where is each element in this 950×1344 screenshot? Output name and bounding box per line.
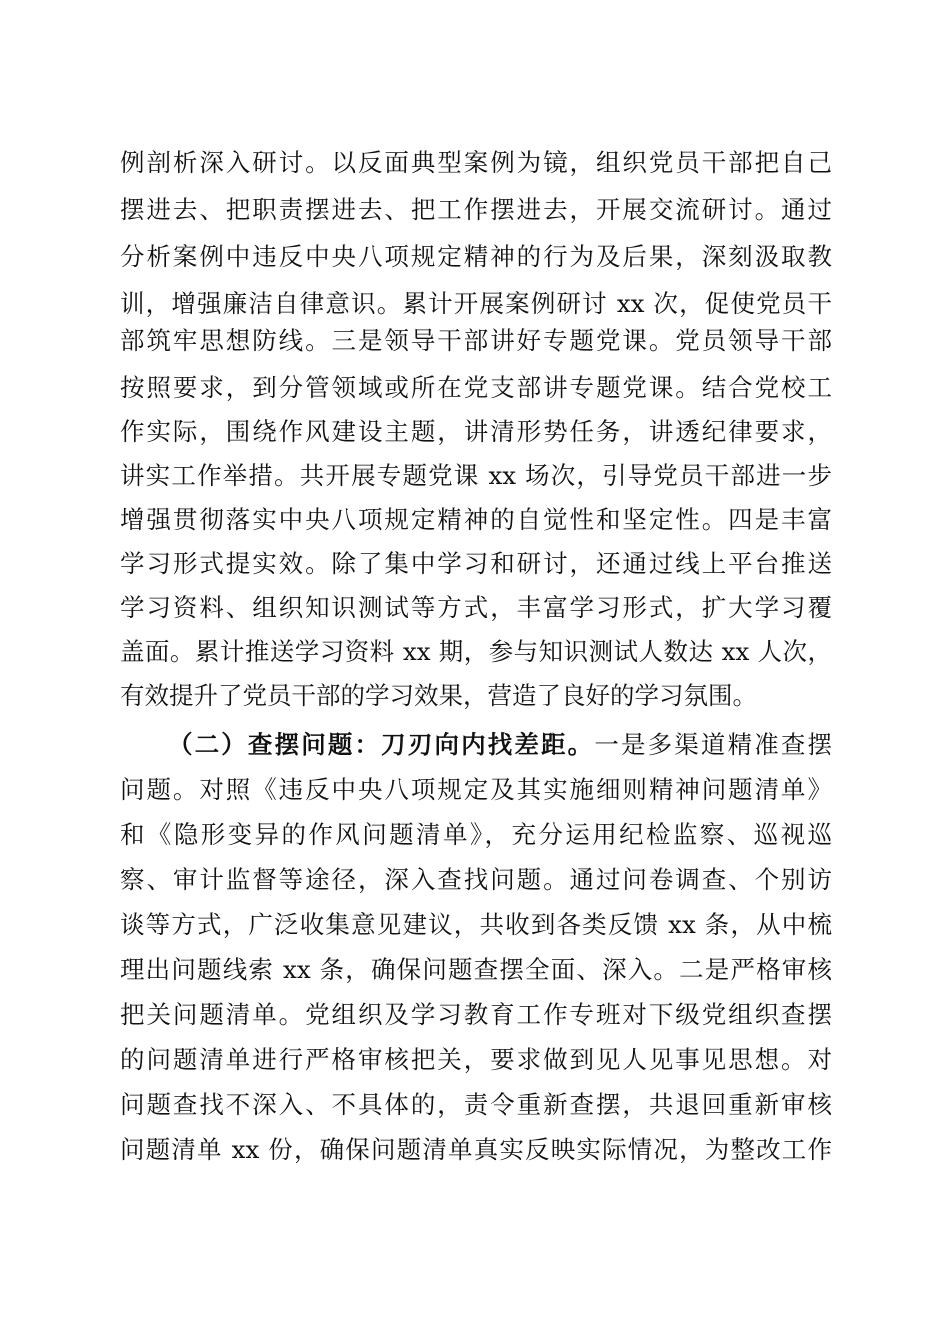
text-line: 训，增强廉洁自律意识。累计开展案例研讨 xx 次，促使党员干 — [120, 289, 832, 318]
text-line: 问题清单 xx 份，确保问题清单真实反映实际情况，为整改工作 — [120, 1135, 832, 1164]
text-line: 谈等方式，广泛收集意见建议，共收到各类反馈 xx 条，从中梳 — [120, 910, 832, 939]
text-line: 例剖析深入研讨。以反面典型案例为镜，组织党员干部把自己 — [120, 148, 832, 177]
section-heading: （二）查摆问题：刀刃向内找差距。 — [168, 730, 595, 759]
text-line: 按照要求，到分管领域或所在党支部讲专题党课。结合党校工 — [120, 373, 832, 402]
text-line: 作实际，围绕作风建设主题，讲清形势任务，讲透纪律要求， — [120, 417, 832, 446]
text-line: 有效提升了党员干部的学习效果，营造了良好的学习氛围。 — [120, 681, 757, 710]
text-line: 增强贯彻落实中央八项规定精神的自觉性和坚定性。四是丰富 — [120, 505, 832, 534]
section-heading-rest: 一是多渠道精准查摆 — [594, 730, 833, 759]
text-line: 把关问题清单。党组织及学习教育工作专班对下级党组织查摆 — [120, 1000, 832, 1029]
text-line: 问题。对照《违反中央八项规定及其实施细则精神问题清单》 — [120, 775, 832, 804]
section-heading-line — [168, 725, 832, 765]
text-line: 摆进去、把职责摆进去、把工作摆进去，开展交流研讨。通过 — [120, 195, 832, 224]
text-line: 学习资料、组织知识测试等方式，丰富学习形式，扩大学习覆 — [120, 593, 832, 622]
text-line: 察、审计监督等途径，深入查找问题。通过问卷调查、个别访 — [120, 865, 832, 894]
text-line: 盖面。累计推送学习资料 xx 期，参与知识测试人数达 xx 人次， — [120, 637, 832, 666]
text-line: 和《隐形变异的作风问题清单》，充分运用纪检监察、巡视巡 — [120, 820, 832, 849]
text-line: 分析案例中违反中央八项规定精神的行为及后果，深刻汲取教 — [120, 242, 832, 271]
text-line: 讲实工作举措。共开展专题党课 xx 场次，引导党员干部进一步 — [120, 461, 832, 490]
text-line: 部筑牢思想防线。三是领导干部讲好专题党课。党员领导干部 — [120, 326, 832, 355]
text-line: 理出问题线索 xx 条，确保问题查摆全面、深入。二是严格审核 — [120, 955, 832, 984]
text-line: 问题查找不深入、不具体的，责令重新查摆，共退回重新审核 — [120, 1090, 832, 1119]
text-line: 学习形式提实效。除了集中学习和研讨，还通过线上平台推送 — [120, 549, 832, 578]
text-line: 的问题清单进行严格审核把关，要求做到见人见事见思想。对 — [120, 1045, 832, 1074]
